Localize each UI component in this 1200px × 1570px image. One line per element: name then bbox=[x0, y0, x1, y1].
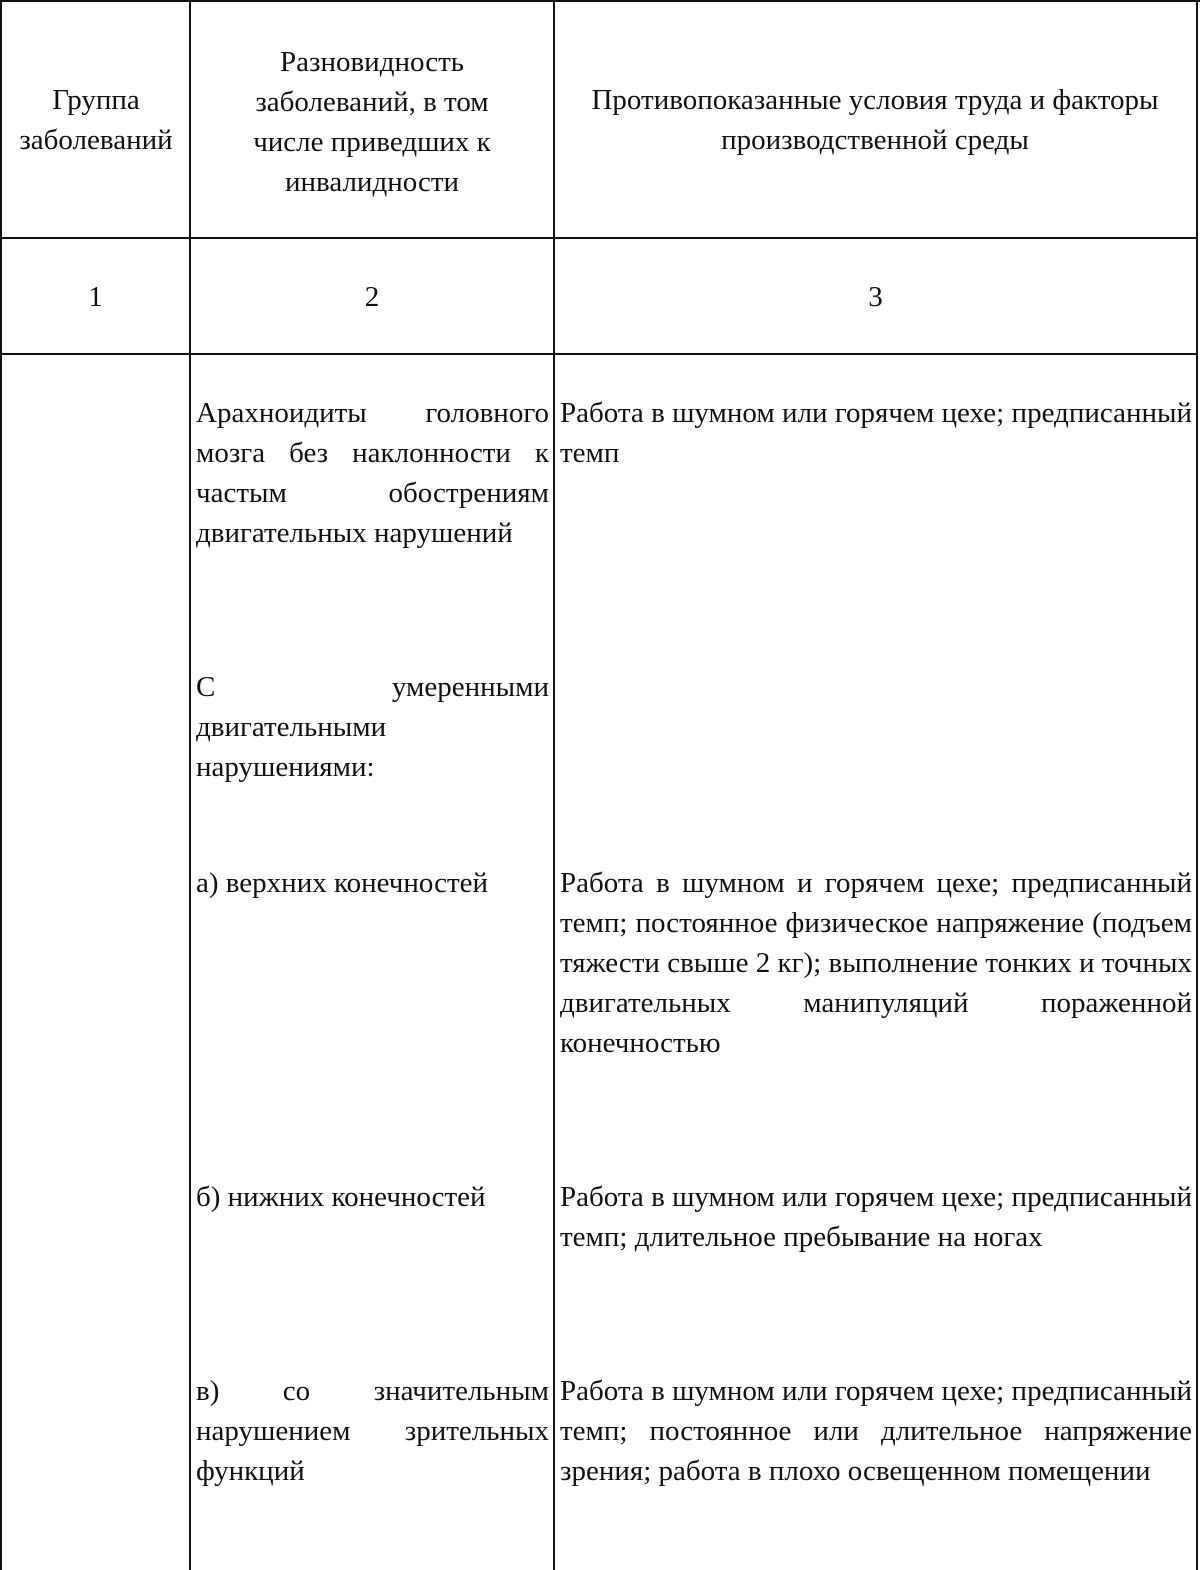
column-divider-1 bbox=[189, 0, 191, 1570]
row-2-disease: С умеренными двигательными нарушениями: bbox=[196, 671, 549, 783]
column-divider-2 bbox=[553, 0, 555, 1570]
top-border bbox=[0, 0, 1200, 2]
column-number-2: 2 bbox=[364, 281, 380, 313]
header-contraindicated-conditions: Противопоказанные условия труда и факторы производственной среды bbox=[591, 84, 1159, 156]
header-bottom-rule bbox=[0, 237, 1198, 239]
column-number-3: 3 bbox=[868, 281, 883, 313]
row-4-conditions: Работа в шумном или горячем цехе; предписанный темп; длительное пребывание на ногах bbox=[560, 1181, 1192, 1253]
row-1-conditions: Работа в шумном или горячем цехе; предписанный темп bbox=[560, 397, 1192, 469]
header-disease-group: Группа заболеваний bbox=[19, 84, 173, 156]
header-disease-variety: Разновидность заболеваний, в том числе приведших к инвалидности bbox=[253, 46, 491, 198]
column-number-1: 1 bbox=[88, 281, 103, 313]
right-border bbox=[1196, 0, 1198, 1570]
row-3-conditions: Работа в шумном и горячем цехе; предписанный темп; постоянное физическое напряжение (подъем тяжести свыше 2 кг); выполнение тонких и точных двигательных манипуляций пораженной конечностью bbox=[560, 867, 1192, 1059]
row-4-disease: б) нижних конечностей bbox=[196, 1181, 486, 1213]
row-5-disease: в) со значительным нарушением зрительных функций bbox=[196, 1375, 549, 1487]
row-1-disease: Арахноидиты головного мозга без наклонности к частым обострениям двигательных нарушений bbox=[196, 397, 549, 549]
left-border bbox=[0, 0, 2, 1570]
row-5-conditions: Работа в шумном или горячем цехе; предписанный темп; постоянное или длительное напряжение зрения; работа в плохо освещенном помещении bbox=[560, 1375, 1192, 1487]
numbers-bottom-rule bbox=[0, 353, 1198, 355]
row-3-disease: а) верхних конечностей bbox=[196, 867, 489, 899]
